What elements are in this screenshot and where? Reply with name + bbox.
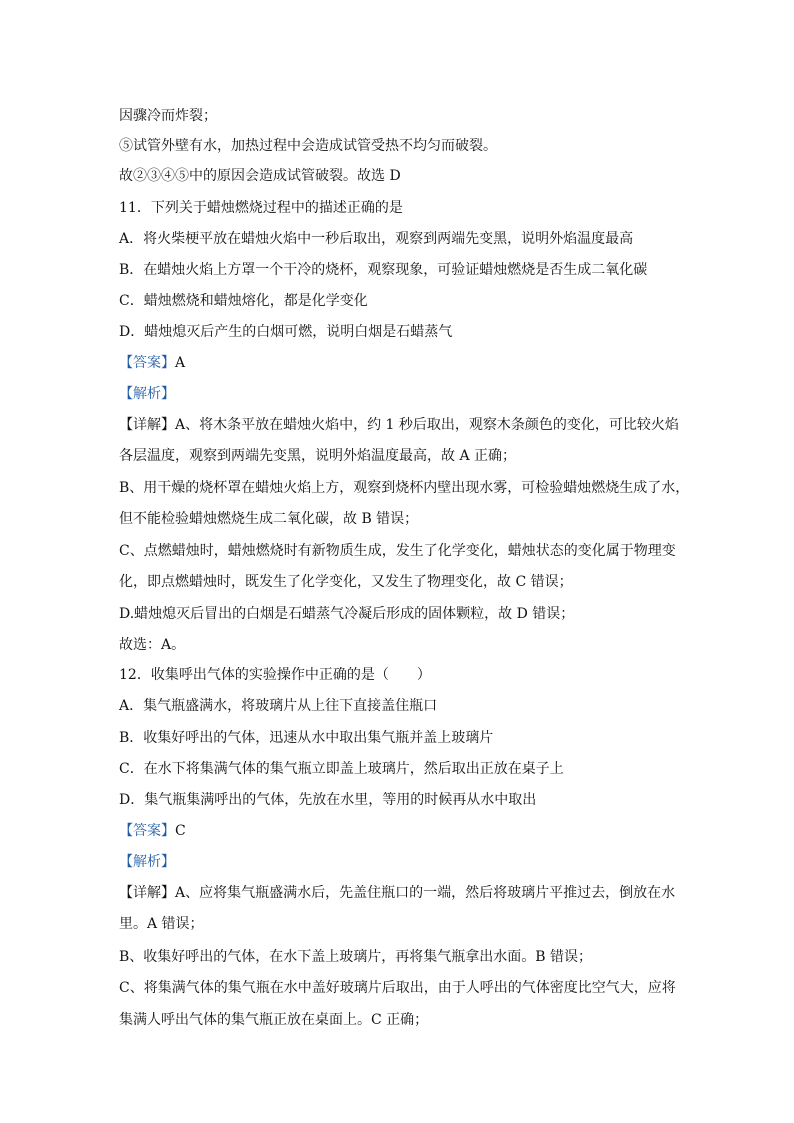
- question-11-option-b: B．在蜡烛火焰上方罩一个干冷的烧杯，观察现象，可验证蜡烛燃烧是否生成二氧化碳: [119, 262, 648, 278]
- text-line: 化，即点燃蜡烛时，既发生了化学变化，又发生了物理变化，故 C 错误；: [119, 574, 573, 590]
- text-line: ⑤试管外壁有水，加热过程中会造成试管受热不均匀而破裂。: [119, 138, 497, 154]
- question-12-option-b: B．收集好呼出的气体，迅速从水中取出集气瓶并盖上玻璃片: [119, 730, 494, 746]
- question-11-option-a: A．将火柴梗平放在蜡烛火焰中一秒后取出，观察到两端先变黑，说明外焰温度最高: [119, 231, 634, 247]
- answer-line-12: [119, 822, 689, 840]
- answer-line-11: [119, 354, 689, 372]
- question-12-option-c: C．在水下将集满气体的集气瓶立即盖上玻璃片，然后取出正放在桌子上: [119, 761, 564, 777]
- text-line: 里。A 错误；: [119, 916, 204, 932]
- question-12-option-a: A．集气瓶盛满水，将玻璃片从上往下直接盖住瓶口: [119, 698, 438, 714]
- question-11-stem: 11．下列关于蜡烛燃烧过程中的描述正确的是: [119, 200, 403, 216]
- text-line: C、将集满气体的集气瓶在水中盖好玻璃片后取出，由于人呼出的气体密度比空气大，应将: [119, 980, 676, 996]
- text-line: 集满人呼出气体的集气瓶正放在桌面上。C 正确；: [119, 1012, 429, 1028]
- question-12-stem: 12．收集呼出气体的实验操作中正确的是（ ）: [119, 667, 431, 683]
- text-line: 故②③④⑤中的原因会造成试管破裂。故选 D: [119, 168, 401, 184]
- text-line: D.蜡烛熄灭后冒出的白烟是石蜡蒸气冷凝后形成的固体颗粒，故 D 错误；: [119, 606, 575, 622]
- question-12-option-d: D．集气瓶集满呼出的气体，先放在水里，等用的时候再从水中取出: [119, 792, 537, 808]
- answer-tag: 【答案】: [119, 355, 175, 371]
- text-line: C、点燃蜡烛时，蜡烛燃烧时有新物质生成，发生了化学变化，蜡烛状态的变化属于物理变: [119, 543, 676, 559]
- text-line: 各层温度，观察到两端先变黑，说明外焰温度最高，故 A 正确；: [119, 448, 517, 464]
- answer-value: A: [175, 355, 186, 371]
- question-11-option-c: C．蜡烛燃烧和蜡烛熔化，都是化学变化: [119, 293, 368, 309]
- analysis-tag: 【解析】: [119, 854, 175, 870]
- detail-line: [119, 884, 689, 902]
- detail-tag: 【详解】: [119, 885, 175, 901]
- detail-tag: 【详解】: [119, 417, 175, 433]
- question-11-option-d: D．蜡烛熄灭后产生的白烟可燃，说明白烟是石蜡蒸气: [119, 324, 453, 340]
- text-line: B、用干燥的烧杯罩在蜡烛火焰上方，观察到烧杯内壁出现水雾，可检验蜡烛燃烧生成了水，: [119, 480, 690, 496]
- answer-value: C: [175, 823, 186, 839]
- detail-line: [119, 416, 689, 434]
- text-line: 故选：A。: [119, 637, 186, 653]
- text-line: 但不能检验蜡烛燃烧生成二氧化碳，故 B 错误；: [119, 511, 419, 527]
- text-line: 因骤冷而炸裂；: [119, 108, 217, 124]
- text-line: B、收集好呼出的气体，在水下盖上玻璃片，再将集气瓶拿出水面。B 错误；: [119, 949, 593, 965]
- analysis-tag: 【解析】: [119, 386, 175, 402]
- detail-text: A、应将集气瓶盛满水后，先盖住瓶口的一端，然后将玻璃片平推过去，倒放在水: [175, 885, 676, 901]
- answer-tag: 【答案】: [119, 823, 175, 839]
- detail-text: A、将木条平放在蜡烛火焰中，约 1 秒后取出，观察木条颜色的变化，可比较火焰: [175, 417, 679, 433]
